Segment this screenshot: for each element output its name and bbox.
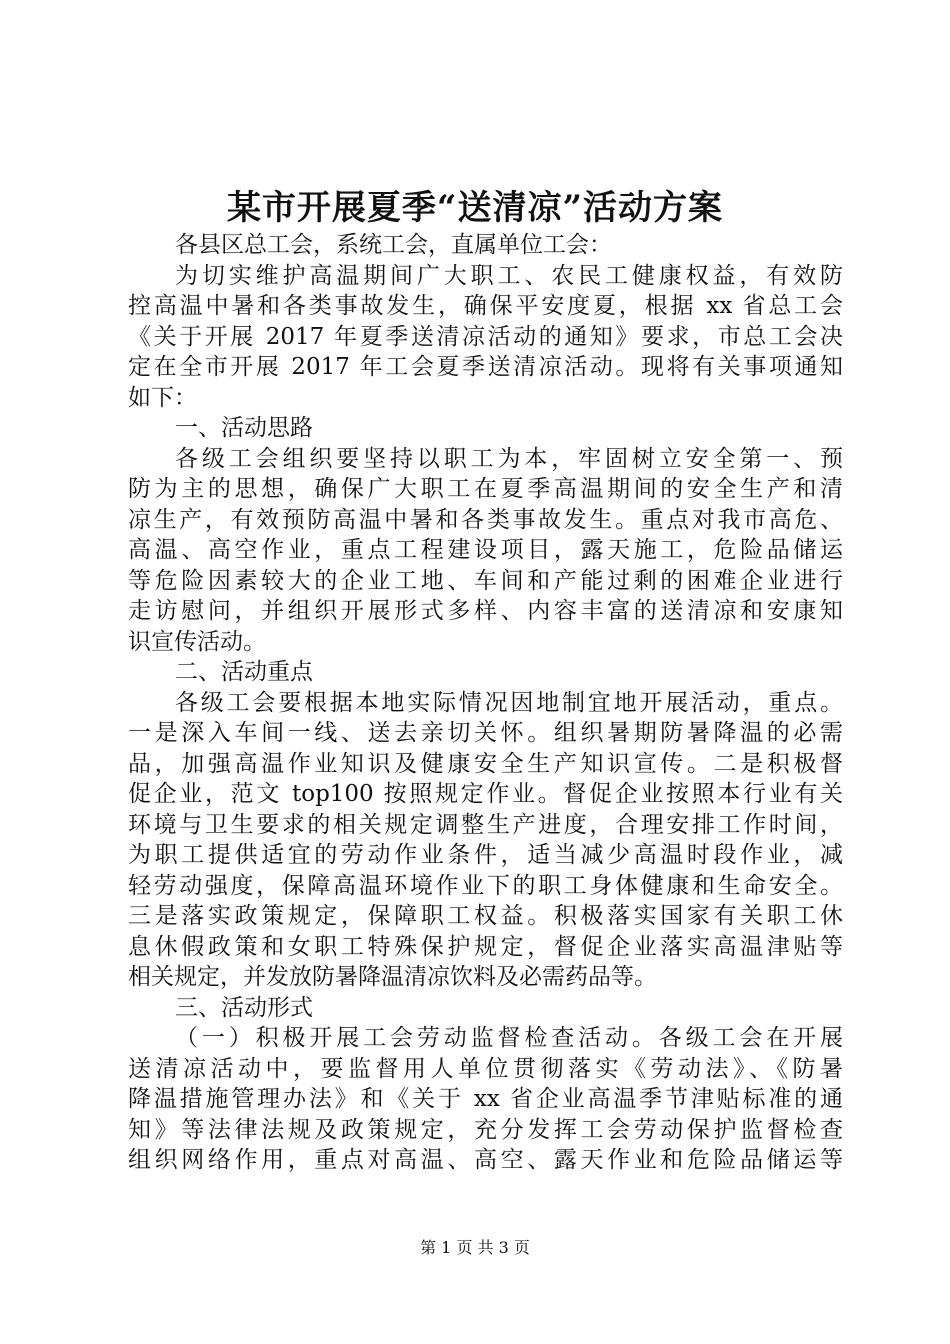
paragraph-line: 品，加强高温作业知识及健康安全生产知识宣传。二是积极督 xyxy=(128,750,843,777)
paragraph-line: （一）积极开展工会劳动监督检查活动。各级工会在开展 xyxy=(175,1025,843,1051)
paragraph-line: 各县区总工会，系统工会，直属单位工会： xyxy=(175,232,612,258)
paragraph-line: 一是深入车间一线、送去亲切关怀。组织暑期防暑降温的必需 xyxy=(128,720,843,746)
paragraph-line: 各级工会组织要坚持以职工为本，牢固树立安全第一、预 xyxy=(175,445,843,472)
paragraph-line: 控高温中暑和各类事故发生，确保平安度夏，根据 xx 省总工会 xyxy=(128,293,843,319)
paragraph-line: 一、活动思路 xyxy=(175,415,313,441)
paragraph-line: 三、活动形式 xyxy=(175,994,313,1021)
paragraph-line: 降温措施管理办法》和《关于 xx 省企业高温季节津贴标准的通 xyxy=(128,1086,843,1112)
paragraph-line: 环境与卫生要求的相关规定调整生产进度，合理安排工作时间， xyxy=(128,811,843,838)
paragraph-line: 高温、高空作业，重点工程建设项目，露天施工，危险品储运 xyxy=(128,537,843,563)
paragraph-line: 识宣传活动。 xyxy=(128,628,266,655)
paragraph-line: 走访慰问，并组织开展形式多样、内容丰富的送清凉和安康知 xyxy=(128,598,843,624)
paragraph-line: 等危险因素较大的企业工地、车间和产能过剩的困难企业进行 xyxy=(128,567,843,594)
paragraph-line: 促企业，范文 top100 按照规定作业。督促企业按照本行业有关 xyxy=(128,781,843,807)
paragraph-line: 为职工提供适宜的劳动作业条件，适当减少高温时段作业，减 xyxy=(128,842,843,868)
paragraph-line: 二、活动重点 xyxy=(175,659,313,685)
paragraph-line: 三是落实政策规定，保障职工权益。积极落实国家有关职工休 xyxy=(128,903,843,929)
paragraph-line: 送清凉活动中，要监督用人单位贯彻落实《劳动法》、《防暑 xyxy=(128,1055,843,1082)
paragraph-line: 为切实维护高温期间广大职工、农民工健康权益，有效防 xyxy=(175,262,843,289)
document-body xyxy=(128,230,843,1176)
paragraph-line: 知》等法律法规及政策规定，充分发挥工会劳动保护监督检查 xyxy=(128,1116,843,1143)
paragraph-line: 组织网络作用，重点对高温、高空、露天作业和危险品储运等 xyxy=(128,1147,843,1173)
paragraph-line: 《关于开展 2017 年夏季送清凉活动的通知》要求，市总工会决 xyxy=(128,323,843,350)
paragraph-line: 轻劳动强度，保障高温环境作业下的职工身体健康和生命安全。 xyxy=(128,872,843,899)
paragraph-line: 相关规定，并发放防暑降温清凉饮料及必需药品等。 xyxy=(128,964,657,990)
paragraph-line: 息休假政策和女职工特殊保护规定，督促企业落实高温津贴等 xyxy=(128,933,843,960)
document-title: 某市开展夏季“送清凉”活动方案 xyxy=(226,188,724,228)
paragraph-line: 凉生产，有效预防高温中暑和各类事故发生。重点对我市高危、 xyxy=(128,506,843,533)
page-footer: 第 1 页 共 3 页 xyxy=(420,1238,530,1257)
paragraph-line: 各级工会要根据本地实际情况因地制宜地开展活动，重点。 xyxy=(175,689,843,716)
paragraph-line: 定在全市开展 2017 年工会夏季送清凉活动。现将有关事项通知 xyxy=(128,354,843,380)
paragraph-line: 防为主的思想，确保广大职工在夏季高温期间的安全生产和清 xyxy=(128,476,843,502)
paragraph-line: 如下： xyxy=(128,384,197,411)
